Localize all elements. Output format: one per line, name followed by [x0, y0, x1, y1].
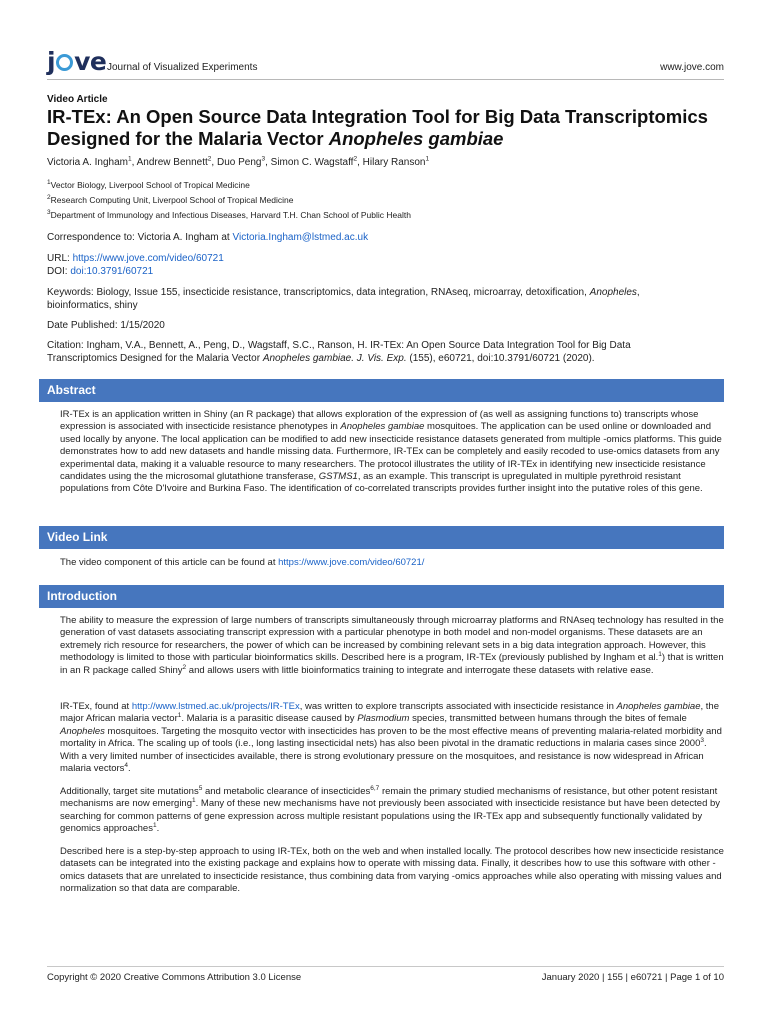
- video-link-text: The video component of this article can be found at https://www.jove.com/video/60721/: [60, 557, 425, 568]
- copyright-notice: Copyright © 2020 Creative Commons Attribution 3.0 License: [47, 972, 302, 983]
- intro-paragraph: Described here is a step-by-step approach to using IR-TEx, both on the web and when installed locally. The protocol describes how new insecticide resistance datasets can be integrated into the existing package and explains how to operate with missing data. Finally, it describes how to use this software with other -omics datasets that are unrelated to insecticide resistance, thus combining data from varying -omics approaches while also operating with missing values and normalization so that data are comparable.: [60, 846, 724, 895]
- correspondence: Correspondence to: Victoria A. Ingham at Victoria.Ingham@lstmed.ac.uk: [47, 232, 369, 243]
- affiliation-list: [47, 178, 411, 223]
- footer-divider: [47, 966, 724, 967]
- video-link[interactable]: https://www.jove.com/video/60721/: [278, 557, 425, 568]
- logo-ring-icon: [56, 54, 73, 71]
- intro-paragraph: IR-TEx, found at http://www.lstmed.ac.uk/projects/IR-TEx, was written to explore transcripts associated with insecticide resistance in Anopheles gambiae, the major African malaria vector$^1$. Malaria is a parasitic disease caused by Plasmodium species, transmitted between humans through the bites of female Anopheles mosquitoes. Targeting the mosquito vector with insecticides has proven to be the most effective means of preventing malaria-related morbidity and mortality in Africa. The scaling up of tools (i.e., long lasting insecticidal nets) has also been pivotal in the dramatic reductions in malaria cases since 2000$^3$. With a very limited number of insecticides available, there is strong evolutionary pressure on the mosquitoes, and resistance is now widespread in African malaria vectors$^4$.: [60, 701, 722, 775]
- affiliation-item: $^1$Vector Biology, Liverpool School of Tropical Medicine: [47, 179, 250, 190]
- site-url[interactable]: www.jove.com: [660, 62, 724, 73]
- doi-link[interactable]: doi:10.3791/60721: [70, 265, 154, 277]
- introduction-heading: Introduction: [39, 585, 724, 608]
- article-url-link[interactable]: https://www.jove.com/video/60721: [72, 253, 224, 264]
- affiliation-item: $^3$Department of Immunology and Infectious Diseases, Harvard T.H. Chan School of Public Health: [47, 209, 411, 220]
- date-published: Date Published: 1/15/2020: [47, 320, 165, 331]
- jove-logo[interactable]: j ve: [47, 47, 107, 76]
- abstract-text: IR-TEx is an application written in Shiny (an R package) that allows exploration of the expression of (as well as assigning functions to) transcripts whose expression is associated with insecticide resistance phenotypes in Anopheles gambiae mosquitoes. The application can be used online or downloaded and used locally by anyone. The local application can be modified to add new insecticide resistance datasets generated from multiple -omics platforms. This guide demonstrates how to add new datasets and handle missing data. Furthermore, IR-TEx can be completely and easily recoded to use-omics datasets from any experimental data, making it a valuable resource to many researchers. The protocol illustrates the utility of IR-TEx in identifying new insecticide resistance candidates using the the microsomal glutathione transferase, GSTMS1, as an example. This transcript is upregulated in multiple pyrethroid resistant populations from Côte D'Ivoire and Burkina Faso. The identification of co-correlated transcripts provides further insight into the putative roles of this gene.: [60, 409, 722, 495]
- citation: Citation: Ingham, V.A., Bennett, A., Peng, D., Wagstaff, S.C., Ranson, H. IR-TEx: An Open Source Data Integration Tool for Big Data Transcriptomics Designed for the Malaria Vector Anopheles gambiae. J. Vis. Exp. (155), e60721, doi:10.3791/60721 (2020).: [47, 340, 631, 364]
- email-link[interactable]: Victoria.Ingham@lstmed.ac.uk: [232, 232, 369, 243]
- page-info: January 2020 | 155 | e60721 | Page 1 of 10: [541, 972, 724, 983]
- page-header: [47, 48, 724, 78]
- article-type: Video Article: [47, 94, 108, 105]
- intro-paragraph: The ability to measure the expression of large numbers of transcripts simultaneously through microarray platforms and RNAseq technology has resulted in the generation of vast datasets associating transcript expression with a particular phenotype in both model and non-model organisms. These datasets are an extremely rich resource for researchers, the power of which can be increased by combining relevant sets in a big data integration approach. However, this methodology is limited to those with particular bioinformatics skills. Described here is a program, IR-TEx (previously published by Ingham et al.$^1$) that is written in an R package called Shiny$^2$ and allows users with little bioinformatics training to integrate and interrogate these datasets with relative ease.: [60, 615, 724, 676]
- video-link-heading: Video Link: [39, 526, 724, 549]
- author-list: Victoria A. Ingham$^1$, Andrew Bennett$^2$, Duo Peng$^3$, Simon C. Wagstaff$^2$, Hilary Ranson$^1$: [47, 155, 430, 168]
- affiliation-item: $^2$Research Computing Unit, Liverpool School of Tropical Medicine: [47, 194, 294, 205]
- intro-paragraph: Additionally, target site mutations$^5$ and metabolic clearance of insecticides$^{6,7}$ remain the primary studied mechanisms of resistance, but other potent resistant mechanisms are now emerging$^1$. Many of these new mechanisms have not previously been associated with insecticide resistance but have been detected by searching for common patterns of gene expression across multiple resistant populations using the IR-TEx app and subsequently functionally validated by genomics approaches$^1$.: [60, 784, 721, 835]
- keywords: Keywords: Biology, Issue 155, insecticide resistance, transcriptomics, data integration, RNAseq, microarray, detoxification, Anopheles, bioinformatics, shiny: [47, 287, 640, 311]
- abstract-heading: Abstract: [39, 379, 724, 402]
- journal-name: Journal of Visualized Experiments: [107, 62, 258, 73]
- article-url: URL: https://www.jove.com/video/60721 DOI: doi:10.3791/60721: [47, 253, 224, 277]
- article-title: IR-TEx: An Open Source Data Integration Tool for Big Data Transcriptomics Designed for the Malaria Vector Anopheles gambiae: [47, 106, 708, 149]
- header-divider: [47, 79, 724, 80]
- ir-tex-project-link[interactable]: http://www.lstmed.ac.uk/projects/IR-TEx: [131, 701, 300, 712]
